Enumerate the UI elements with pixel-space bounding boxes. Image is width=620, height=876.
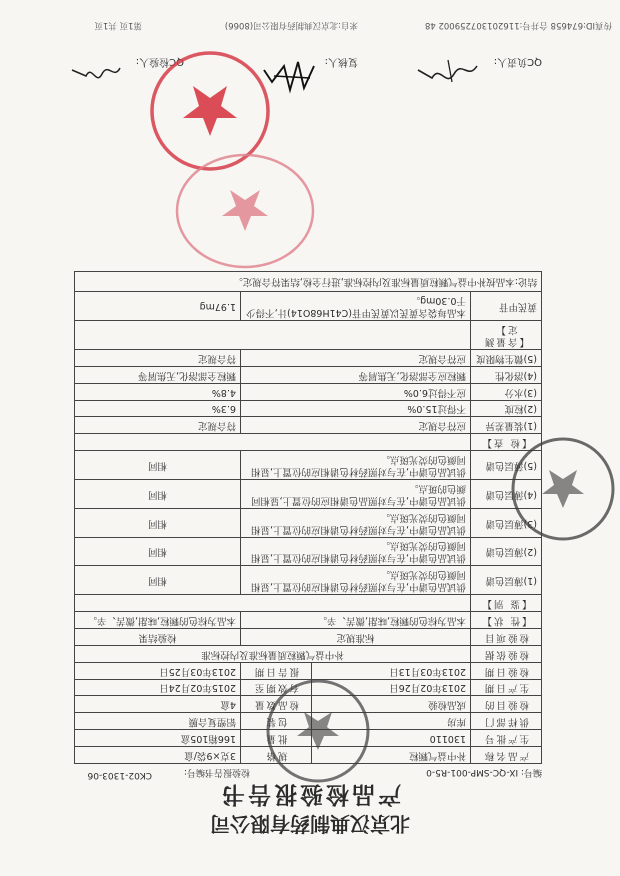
doc-number: 编号: IX-QC-SMP-001-R5-0: [426, 767, 542, 777]
sample-qty-label: 检品数量: [241, 696, 312, 713]
insp-5-result: 符合规定: [75, 350, 241, 367]
reviewer-label: 复核人:: [324, 56, 358, 67]
character-standard: 本品为棕色的颗粒,味甜,微苦、辛。: [241, 612, 471, 629]
ident-5-standard: 供试品色谱中,在与对照药材色谱相应的位置上,显相同颜色的荧光斑点。: [241, 451, 471, 480]
expiry: 2015年02月24日: [75, 679, 241, 696]
ident-3-standard: 供试品色谱中,在与对照药材色谱相应的位置上,显相同颜色的荧光斑点。: [241, 508, 471, 537]
ident-4-standard: 供试品色谱中,在与对照品色谱相应的位置上,显相同颜色的斑点。: [241, 480, 471, 509]
report-date: 2013年03月25日: [75, 662, 241, 679]
insp-4-name: (4)溶化性: [471, 366, 542, 383]
insp-5-name: (5)微生物限度: [471, 350, 542, 367]
ident-2-result: 相同: [75, 537, 241, 566]
ident-2-name: (2)薄层色谱: [471, 537, 542, 566]
quantity: 166箱105盒: [75, 730, 241, 747]
inspect-date-label: 检验日期: [471, 662, 542, 679]
insp-3-result: 4.8%: [75, 383, 241, 400]
insp-2-name: (2)粒度: [471, 400, 542, 417]
ident-2-standard: 供试品色谱中,在与对照药材色谱相应的位置上,显相同颜色的荧光斑点。: [241, 537, 471, 566]
report-number: CK02-1303-06: [87, 770, 152, 780]
purpose: 成品检验: [312, 696, 471, 713]
sample-qty: 4盒: [75, 696, 241, 713]
identification-section: 【鉴 别】: [471, 595, 542, 612]
report-number-label: 检验报告书编号:: [183, 767, 250, 777]
assay-result: 1.97mg: [75, 292, 241, 321]
inspector-label: QC检验人:: [135, 56, 184, 67]
package: 铝塑复合膜: [75, 713, 241, 730]
ident-5-name: (5)薄层色谱: [471, 451, 542, 480]
ident-1-standard: 供试品色谱中,在与对照药材色谱相应的位置上,显相同颜色的荧光斑点。: [241, 566, 471, 595]
red-seal-2: [170, 146, 320, 276]
qc-head-signature: [410, 56, 480, 86]
inspect-date: 2013年03月13日: [312, 662, 471, 679]
insp-2-result: 6.3%: [75, 400, 241, 417]
col-item: 检验项目: [471, 629, 542, 646]
assay-section: 【含量测定】: [471, 321, 542, 350]
inspector-signature: [68, 58, 124, 84]
basis: 补中益气颗粒质量标准及内控标准: [75, 645, 471, 662]
doc-title: 产品检验报告书: [219, 781, 401, 808]
report-date-label: 报告日期: [241, 662, 312, 679]
insp-2-standard: 不得过15.0%: [241, 400, 471, 417]
character-result: 本品为棕色的颗粒,味甜,微苦、辛。: [75, 612, 241, 629]
company-name: 北京汉典制药有限公司: [210, 812, 410, 836]
insp-3-name: (3)水分: [471, 383, 542, 400]
ident-5-result: 相同: [75, 451, 241, 480]
black-seal-2: [260, 673, 375, 788]
assay-item: 黄芪甲苷: [471, 292, 542, 321]
insp-1-name: (1)装量差异: [471, 417, 542, 434]
insp-4-standard: 颗粒应全部溶化,无焦屑等: [241, 366, 471, 383]
col-standard: 标准规定: [241, 629, 471, 646]
character-section: 【性 状】: [471, 612, 542, 629]
package-label: 包装: [241, 713, 312, 730]
qc-head-label: QC负责人:: [493, 56, 542, 67]
col-result: 检验结果: [75, 629, 241, 646]
batch-label: 生产批号: [471, 730, 542, 747]
expiry-label: 有效期至: [241, 679, 312, 696]
ident-1-result: 相同: [75, 566, 241, 595]
fax-transmission-id: 传真ID:674658 合并号:116201307259002 48: [424, 20, 612, 30]
fax-sender: 来自:北京汉典制药有限公司(8066): [224, 20, 358, 30]
insp-5-standard: 应符合规定: [241, 350, 471, 367]
prod-date-label: 生产日期: [471, 679, 542, 696]
purpose-label: 检验目的: [471, 696, 542, 713]
ident-4-name: (4)薄层色谱: [471, 480, 542, 509]
ident-3-name: (3)薄层色谱: [471, 508, 542, 537]
ident-1-name: (1)薄层色谱: [471, 566, 542, 595]
insp-1-result: 符合规定: [75, 417, 241, 434]
insp-3-standard: 应不得过6.0%: [241, 383, 471, 400]
insp-1-standard: 应符合规定: [241, 417, 471, 434]
product-name: 补中益气颗粒: [312, 747, 471, 764]
spec-label: 规格: [241, 747, 312, 764]
dept-label: 供样部门: [471, 713, 542, 730]
conclusion: 结论:本品按补中益气颗粒质量标准及内控标准,进行全检,结果符合规定。: [75, 271, 542, 292]
ident-4-result: 相同: [75, 480, 241, 509]
dept: 库房: [312, 713, 471, 730]
spec: 3克×9袋/盒: [75, 747, 241, 764]
inspection-section: 【检 查】: [471, 434, 542, 451]
basis-label: 检验依据: [471, 645, 542, 662]
batch: 130110: [312, 730, 471, 747]
product-name-label: 产品名称: [471, 747, 542, 764]
ident-3-result: 相同: [75, 508, 241, 537]
black-seal-1: [505, 431, 620, 546]
assay-standard: 本品每袋含黄芪以黄芪甲苷(C41H68O14)计,不得少于0.30mg。: [241, 292, 471, 321]
prod-date: 2013年02月26日: [312, 679, 471, 696]
insp-4-result: 颗粒全部溶化,无焦屑等: [75, 366, 241, 383]
page-number: 第1页 共1页: [94, 20, 142, 30]
quantity-label: 批量: [241, 730, 312, 747]
